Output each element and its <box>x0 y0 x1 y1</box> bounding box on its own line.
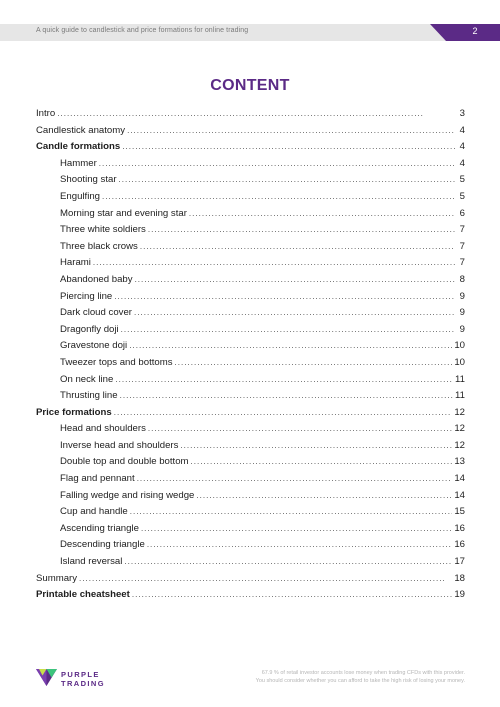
toc-entry-label: Price formations <box>36 406 112 418</box>
toc-entry-label: Thrusting line <box>60 390 118 402</box>
toc-entry[interactable] <box>36 388 465 405</box>
toc-entry-label: Shooting star <box>60 174 117 186</box>
page-number-badge <box>430 24 500 41</box>
toc-entry-label: Abandoned baby <box>60 273 133 285</box>
toc-entry-label: Piercing line <box>60 290 113 302</box>
toc-entry[interactable] <box>36 521 465 538</box>
toc-entry-label: Falling wedge and rising wedge <box>60 489 195 501</box>
toc-entry[interactable] <box>36 123 465 140</box>
toc-entry-label: Flag and pennant <box>60 473 135 485</box>
toc-leader-dots <box>119 172 455 189</box>
toc-entry-label: Double top and double bottom <box>60 456 189 468</box>
toc-entry-page: 9 <box>459 290 465 302</box>
toc-entry-page: 7 <box>459 257 465 269</box>
toc-entry-label: Hammer <box>60 157 97 169</box>
toc-entry[interactable] <box>36 106 465 123</box>
toc-entry-page: 18 <box>454 572 465 584</box>
toc-entry-label: Three white soldiers <box>60 224 146 236</box>
toc-entry-page: 4 <box>459 141 465 153</box>
disclaimer-line-1: 67.9 % of retail investor accounts lose money when trading CFDs with this provider. <box>261 670 465 676</box>
toc-entry-label: Intro <box>36 108 56 119</box>
toc-entry-label: Inverse head and shoulders <box>60 439 179 451</box>
toc-entry-page: 16 <box>454 539 465 551</box>
toc-entry[interactable] <box>36 488 465 505</box>
toc-entry-page: 4 <box>459 157 465 169</box>
toc-entry-page: 10 <box>454 356 465 368</box>
toc-entry-label: Dragonfly doji <box>60 323 119 335</box>
toc-leader-dots <box>121 322 455 339</box>
toc-entry-page: 7 <box>459 224 465 236</box>
toc-leader-dots <box>189 206 455 223</box>
toc-entry[interactable] <box>36 405 465 422</box>
toc-entry-label: Cup and handle <box>60 506 128 518</box>
toc-leader-dots <box>120 388 453 405</box>
toc-leader-dots <box>175 355 453 372</box>
toc-entry[interactable] <box>36 305 465 322</box>
toc-entry-label: Gravestone doji <box>60 340 128 352</box>
toc-entry-label: Dark cloud cover <box>60 307 132 319</box>
toc-entry[interactable] <box>36 189 465 206</box>
risk-disclaimer <box>195 670 465 685</box>
toc-leader-dots <box>102 189 455 206</box>
toc-entry-page: 3 <box>459 108 465 119</box>
toc-entry-label: Tweezer tops and bottoms <box>60 356 173 368</box>
toc-entry-page: 15 <box>454 506 465 518</box>
toc-entry-page: 14 <box>454 473 465 485</box>
toc-entry[interactable] <box>36 587 465 604</box>
toc-entry[interactable] <box>36 322 465 339</box>
disclaimer-line-2: You should consider whether you can afford to take the high risk of losing your money. <box>255 677 465 684</box>
toc-leader-dots <box>130 504 453 521</box>
toc-entry-page: 19 <box>454 589 465 601</box>
toc-leader-dots <box>180 438 452 455</box>
toc-entry[interactable] <box>36 139 465 156</box>
toc-entry-page: 5 <box>459 174 465 186</box>
brand-logo <box>36 667 146 693</box>
toc-leader-dots <box>147 537 453 554</box>
toc-leader-dots <box>148 421 452 438</box>
toc-entry-page: 17 <box>454 556 465 568</box>
toc-entry-label: On neck line <box>60 373 114 385</box>
toc-entry-page: 11 <box>455 390 465 402</box>
brand-line-2: TRADING <box>61 679 105 688</box>
header-bar <box>0 24 500 41</box>
toc-entry[interactable] <box>36 355 465 372</box>
toc-entry-label: Candle formations <box>36 141 121 153</box>
toc-leader-dots <box>115 372 453 389</box>
toc-entry-page: 13 <box>454 456 465 468</box>
toc-leader-dots <box>134 305 455 322</box>
toc-entry[interactable] <box>36 239 465 256</box>
toc-entry-page: 12 <box>454 423 465 435</box>
toc-entry-page: 9 <box>459 323 465 335</box>
toc-entry-page: 14 <box>454 489 465 501</box>
toc-entry-page: 11 <box>455 373 465 385</box>
content-title: CONTENT <box>210 77 290 94</box>
toc-leader-dots <box>132 587 452 604</box>
toc-entry[interactable] <box>36 222 465 239</box>
toc-leader-dots <box>79 571 452 588</box>
toc-entry-page: 6 <box>459 207 465 219</box>
toc-leader-dots <box>129 338 452 355</box>
toc-entry[interactable] <box>36 206 465 223</box>
toc-entry-label: Descending triangle <box>60 539 145 551</box>
toc-entry-page: 5 <box>459 190 465 202</box>
toc-entry-label: Printable cheatsheet <box>36 589 130 601</box>
toc-leader-dots <box>148 222 455 239</box>
toc-entry-page: 8 <box>459 273 465 285</box>
guide-title: A quick guide to candlestick and price formations for online trading <box>36 27 249 34</box>
toc-leader-dots <box>127 123 455 140</box>
toc-leader-dots <box>140 239 455 256</box>
toc-entry[interactable] <box>36 272 465 289</box>
toc-entry-page: 12 <box>454 406 465 418</box>
toc-entry[interactable] <box>36 289 465 306</box>
brand-line-1: PURPLE <box>61 670 100 679</box>
toc-leader-dots <box>93 255 455 272</box>
toc-entry[interactable] <box>36 172 465 189</box>
toc-leader-dots <box>122 139 455 156</box>
toc-entry[interactable] <box>36 537 465 554</box>
toc-leader-dots <box>196 488 452 505</box>
toc-entry-page: 16 <box>454 522 465 534</box>
toc-entry-label: Ascending triangle <box>60 522 139 534</box>
toc-leader-dots <box>114 289 455 306</box>
toc-entry[interactable] <box>36 454 465 471</box>
toc-entry[interactable] <box>36 421 465 438</box>
toc-entry-page: 12 <box>454 439 465 451</box>
toc-leader-dots <box>191 454 453 471</box>
toc-entry-label: Island reversal <box>60 556 123 568</box>
toc-entry-label: Head and shoulders <box>60 423 146 435</box>
toc-entry[interactable] <box>36 255 465 272</box>
toc-entry[interactable] <box>36 438 465 455</box>
toc-entry-page: 10 <box>454 340 465 352</box>
toc-entry[interactable] <box>36 504 465 521</box>
toc-entry-label: Morning star and evening star <box>60 207 187 219</box>
toc-leader-dots <box>114 405 453 422</box>
toc-entry[interactable] <box>36 554 465 571</box>
toc-entry[interactable] <box>36 338 465 355</box>
toc-entry[interactable] <box>36 571 465 588</box>
toc-entry[interactable] <box>36 471 465 488</box>
toc-entry-label: Candlestick anatomy <box>36 124 126 136</box>
toc-entry-label: Harami <box>60 257 91 269</box>
toc-entry[interactable] <box>36 372 465 389</box>
toc-leader-dots <box>135 272 455 289</box>
toc-leader-dots <box>141 521 452 538</box>
table-of-contents <box>36 106 465 604</box>
toc-leader-dots <box>57 106 455 123</box>
toc-entry-page: 7 <box>459 240 465 252</box>
toc-leader-dots <box>99 156 455 173</box>
toc-leader-dots <box>137 471 453 488</box>
toc-entry-label: Engulfing <box>60 190 101 202</box>
toc-leader-dots <box>124 554 452 571</box>
toc-entry-label: Three black crows <box>60 240 138 252</box>
toc-entry-label: Summary <box>36 572 78 584</box>
brand-name <box>61 670 105 688</box>
toc-entry-page: 9 <box>459 307 465 319</box>
page-number: 2 <box>472 26 478 36</box>
toc-entry-page: 4 <box>459 124 465 136</box>
toc-entry[interactable] <box>36 156 465 173</box>
purple-trading-logo-icon <box>36 667 58 687</box>
